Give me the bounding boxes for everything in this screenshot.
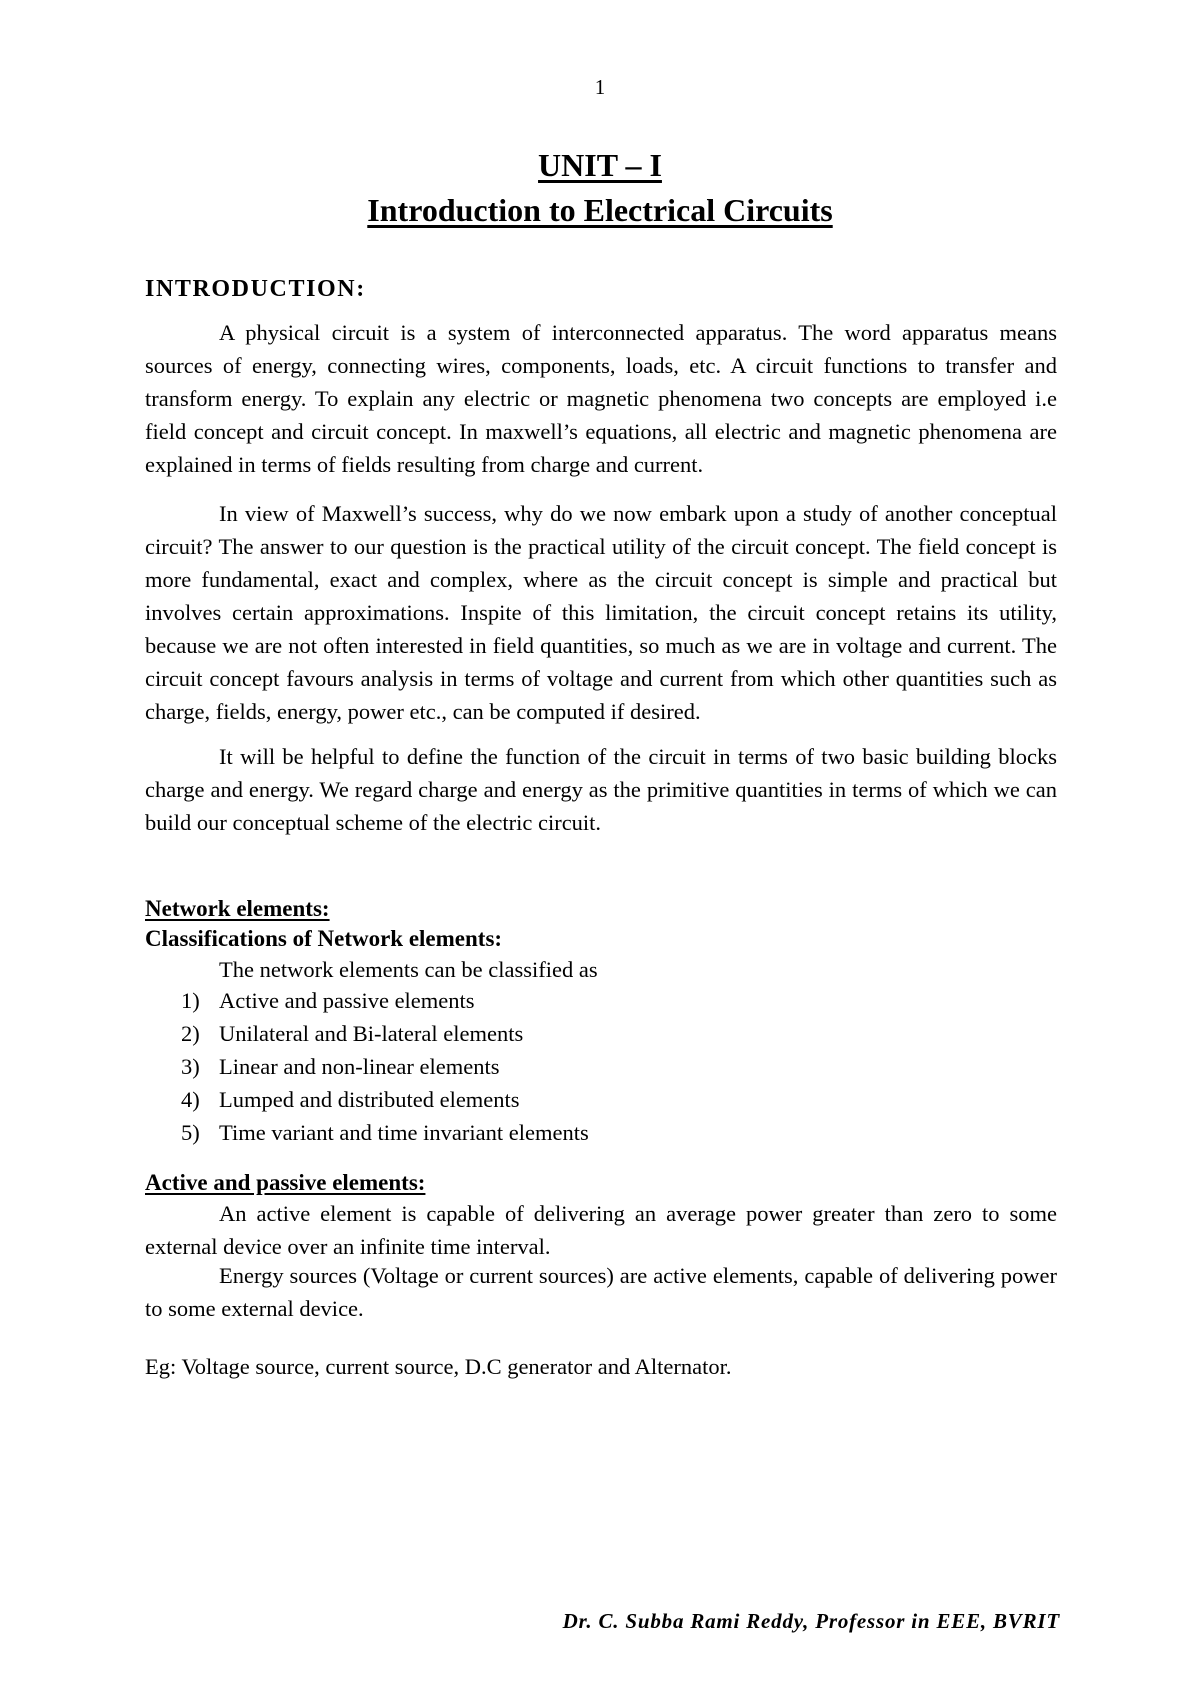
list-item: 2) Unilateral and Bi-lateral elements — [181, 1021, 524, 1046]
active-paragraph-1: An active element is capable of delivering an average power greater than zero to some external device over an infinite time interval. — [145, 1201, 1057, 1259]
network-elements-heading: Network elements: — [145, 896, 330, 921]
list-item: 3) Linear and non-linear elements — [181, 1054, 500, 1079]
example-line: Eg: Voltage source, current source, D.C generator and Alternator. — [145, 1354, 732, 1379]
intro-paragraph-2: In view of Maxwell’s success, why do we now embark upon a study of another conceptual circuit? The answer to our question is the practical utility of the circuit concept. The field concept is more fundamental, exact and complex, where as the circuit concept is simple and practical but involves certain approximations. Inspite of this limitation, the circuit concept retains its utility, because we are not often interested in field quantities, so much as we are in voltage and current. The circuit concept favours analysis in terms of voltage and current from which other quantities such as charge, fields, energy, power etc., can be computed if desired. — [145, 501, 1057, 724]
classification-list — [145, 984, 589, 1149]
active-paragraph-2: Energy sources (Voltage or current sources) are active elements, capable of delivering power to some external device. — [145, 1263, 1057, 1321]
classifications-heading: Classifications of Network elements: — [145, 926, 503, 951]
introduction-heading: INTRODUCTION: — [145, 276, 366, 302]
author-signature: Dr. C. Subba Rami Reddy, Professor in EEE, BVRIT — [562, 1609, 1060, 1633]
page-number: 1 — [594, 75, 606, 99]
intro-paragraph-1: A physical circuit is a system of interconnected apparatus. The word apparatus means sources of energy, connecting wires, components, loads, etc. A circuit functions to transfer and transform energy. To explain any electric or magnetic phenomena two concepts are employed i.e field concept and circuit concept. In maxwell’s equations, all electric and magnetic phenomena are explained in terms of fields resulting from charge and current. — [145, 320, 1057, 477]
classification-intro: The network elements can be classified as — [219, 957, 598, 982]
chapter-title: Introduction to Electrical Circuits — [367, 192, 833, 228]
intro-paragraph-3: It will be helpful to define the function of the circuit in terms of two basic building blocks charge and energy. We regard charge and energy as the primitive quantities in terms of which we can build our conceptual scheme of the electric circuit. — [145, 744, 1057, 835]
list-item: 4) Lumped and distributed elements — [181, 1087, 520, 1112]
list-item: 1) Active and passive elements — [181, 988, 475, 1013]
active-passive-heading: Active and passive elements: — [145, 1170, 426, 1195]
list-item: 5) Time variant and time invariant elements — [181, 1120, 589, 1145]
unit-title: UNIT – I — [538, 147, 662, 183]
